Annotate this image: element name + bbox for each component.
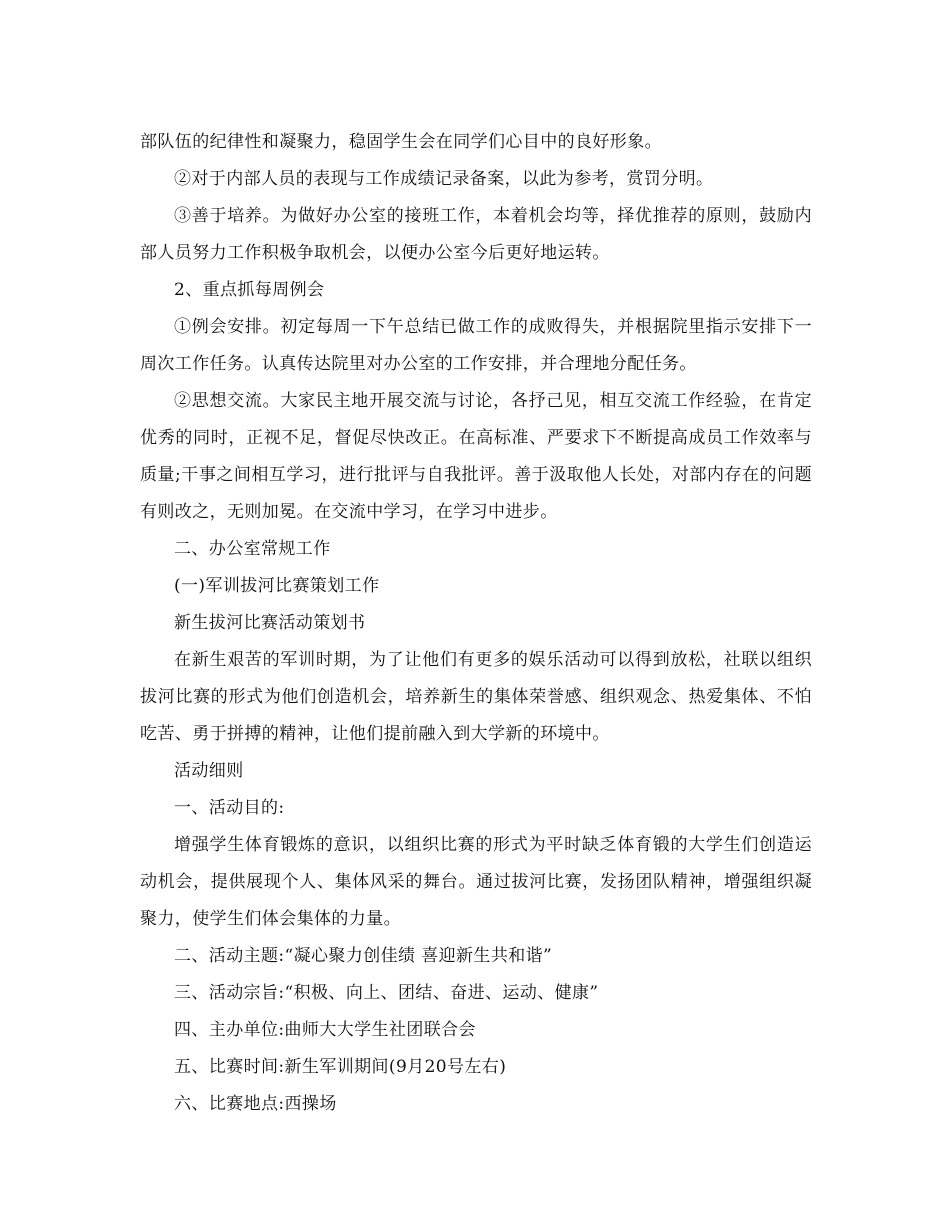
paragraph-4: 2、重点抓每周例会 [174,280,325,300]
organizer-line: 四、主办单位:曲师大大学生社团联合会 [174,1020,476,1040]
theme-line: 二、活动主题:“凝心聚力创佳绩 喜迎新生共和谐” [174,946,553,966]
document-body [140,124,812,1123]
section-heading: 二、办公室常规工作 [174,539,331,559]
paragraph-6: ②思想交流。大家民主地开展交流与讨论，各抒己见，相互交流工作经验，在肯定优秀的同时，正视不足，督促尽快改正。在高标准、严要求下不断提高成员工作效率与质量;干事之间相互学习，进行批评与自我批评。善于汲取他人长处，对部内存在的问题有则改之，无则加冕。在交流中学习，在学习中进步。 [140,391,812,522]
purpose-line: 三、活动宗旨:“积极、向上、团结、奋进、运动、健康” [174,983,599,1003]
paragraph-5: ①例会安排。初定每周一下午总结已做工作的成败得失，并根据院里指示安排下一周次工作任务。认真传达院里对办公室的工作安排，并合理地分配任务。 [140,317,812,374]
purpose-heading: 一、活动目的: [174,798,285,818]
paragraph-3: ③善于培养。为做好办公室的接班工作，本着机会均等，择优推荐的原则，鼓励内部人员努力工作积极争取机会，以便办公室今后更好地运转。 [140,206,812,263]
time-line: 五、比赛时间:新生军训期间(9月20号左右) [174,1057,507,1077]
paragraph-1: 部队伍的纪律性和凝聚力，稳固学生会在同学们心目中的良好形象。 [140,132,662,152]
location-line: 六、比赛地点:西操场 [174,1094,337,1114]
rules-heading: 活动细则 [174,761,244,781]
paragraph-13: 增强学生体育锻炼的意识，以组织比赛的形式为平时缺乏体育锻的大学生们创造运动机会，提供展现个人、集体风采的舞台。通过拔河比赛，发扬团队精神，增强组织凝聚力，使学生们体会集体的力量。 [140,835,812,929]
subsection-heading: (一)军训拔河比赛策划工作 [174,576,380,596]
paragraph-10: 在新生艰苦的军训时期，为了让他们有更多的娱乐活动可以得到放松，社联以组织拔河比赛的形式为他们创造机会，培养新生的集体荣誉感、组织观念、热爱集体、不怕吃苦、勇于拼搏的精神，让他们提前融入到大学新的环境中。 [140,650,812,744]
plan-title: 新生拔河比赛活动策划书 [174,613,366,633]
paragraph-2: ②对于内部人员的表现与工作成绩记录备案，以此为参考，赏罚分明。 [174,169,714,189]
